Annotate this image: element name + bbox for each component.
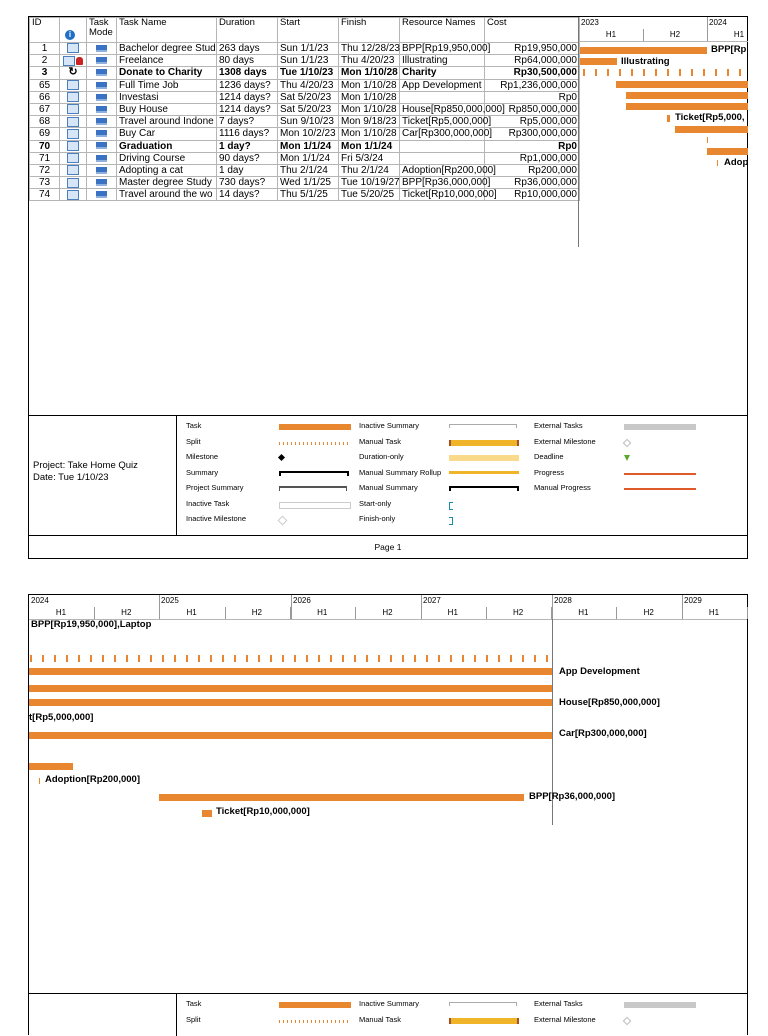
calendar-icon xyxy=(67,92,79,102)
row-finish[interactable]: Thu 2/1/24 xyxy=(339,164,400,176)
half-label: H2 xyxy=(382,608,393,617)
row-finish[interactable]: Mon 1/1/24 xyxy=(339,140,400,152)
row-indicator[interactable] xyxy=(60,177,87,189)
col-task-mode[interactable]: Task Mode xyxy=(87,18,117,43)
gantt-bar-task-66[interactable] xyxy=(29,685,552,692)
row-start[interactable]: Sat 5/20/23 xyxy=(278,91,339,103)
legend-label: Summary xyxy=(186,467,219,477)
table-row[interactable] xyxy=(30,55,580,67)
year-label: 2026 xyxy=(293,596,311,605)
gantt-bar-task-71[interactable] xyxy=(707,148,748,155)
half-label: H1 xyxy=(317,608,328,617)
row-duration[interactable]: 14 days? xyxy=(217,189,278,201)
row-start[interactable]: Thu 5/1/25 xyxy=(278,189,339,201)
legend-label: External Tasks xyxy=(534,999,583,1008)
legend-label: Manual Summary Rollup xyxy=(359,467,442,477)
row-finish[interactable]: Thu 12/28/23 xyxy=(339,43,400,55)
row-start[interactable]: Mon 1/1/24 xyxy=(278,152,339,164)
legend-swatch xyxy=(624,424,696,430)
year-label: 2028 xyxy=(554,596,572,605)
row-finish[interactable]: Mon 1/10/28 xyxy=(339,79,400,91)
half-label: H1 xyxy=(186,608,197,617)
row-resources[interactable]: House[Rp850,000,000] xyxy=(400,103,485,115)
bar-label: House[Rp850,000,000] xyxy=(559,697,660,708)
row-task-mode[interactable] xyxy=(87,43,117,55)
table-row[interactable] xyxy=(30,177,580,189)
legend-page1 xyxy=(29,415,747,536)
row-resources[interactable] xyxy=(400,91,485,103)
row-indicator[interactable] xyxy=(60,67,87,79)
calendar-icon xyxy=(67,178,79,188)
calendar-icon xyxy=(67,165,79,175)
legend-swatch xyxy=(449,471,519,474)
auto-scheduled-icon xyxy=(96,155,107,162)
legend-label: Project Summary xyxy=(186,483,244,492)
row-duration[interactable]: 1 day xyxy=(217,164,278,176)
legend-label: Finish-only xyxy=(359,514,396,523)
table-row[interactable] xyxy=(30,79,580,91)
row-id[interactable]: 68 xyxy=(30,116,60,128)
half-label: H2 xyxy=(512,608,524,617)
legend-label: Inactive Milestone xyxy=(186,514,247,523)
legend-swatch xyxy=(449,440,519,446)
year-label: 2023 xyxy=(581,18,599,27)
row-indicator[interactable] xyxy=(60,128,87,140)
gantt-bar-task-67[interactable] xyxy=(626,103,748,110)
row-start[interactable]: Sun 1/1/23 xyxy=(278,43,339,55)
gantt-bar-task-73[interactable] xyxy=(159,794,524,801)
row-task-mode[interactable] xyxy=(87,189,117,201)
legend-label: External Milestone xyxy=(534,436,596,446)
legend-label: External Tasks xyxy=(534,421,583,430)
legend-swatch xyxy=(624,1002,696,1008)
legend-swatch xyxy=(279,1002,351,1008)
row-resources[interactable]: Illustrating xyxy=(400,55,485,67)
col-finish[interactable]: Finish xyxy=(339,18,400,43)
row-task-name[interactable]: Buy House xyxy=(117,103,217,115)
calendar-icon xyxy=(67,153,79,163)
row-indicator[interactable] xyxy=(60,43,87,55)
calendar-icon xyxy=(67,190,79,200)
auto-scheduled-icon xyxy=(96,179,107,186)
legend-swatch xyxy=(449,455,519,461)
legend-swatch xyxy=(623,438,631,446)
legend-label: Manual Summary xyxy=(359,483,418,492)
gantt-bar-task-72[interactable] xyxy=(39,778,40,784)
row-cost[interactable]: Rp5,000,000 xyxy=(485,116,580,128)
row-indicator[interactable] xyxy=(60,140,87,152)
legend-label: Inactive Summary xyxy=(359,421,420,430)
row-task-mode[interactable] xyxy=(87,79,117,91)
task-table xyxy=(29,17,580,201)
row-id[interactable]: 69 xyxy=(30,128,60,140)
bar-label: BPP[Rp19,950,000],Laptop xyxy=(31,619,152,630)
timescale-header xyxy=(579,17,748,42)
row-task-name[interactable]: Investasi xyxy=(117,91,217,103)
row-id[interactable]: 70 xyxy=(30,140,60,152)
row-resources[interactable]: Charity xyxy=(400,67,485,79)
auto-scheduled-icon xyxy=(96,57,107,64)
auto-scheduled-icon xyxy=(96,45,107,52)
legend-label: Inactive Summary xyxy=(359,999,420,1008)
row-start[interactable]: Wed 1/1/25 xyxy=(278,177,339,189)
row-cost[interactable]: Rp1,236,000,000 xyxy=(485,79,580,91)
calendar-icon xyxy=(67,43,79,53)
year-label: 2027 xyxy=(423,596,441,605)
row-resources[interactable]: Car[Rp300,000,000] xyxy=(400,128,485,140)
gantt-bar-task-68[interactable] xyxy=(667,115,670,122)
col-resource-names[interactable]: Resource Names xyxy=(400,18,485,43)
gantt-bar-task-69[interactable] xyxy=(675,126,748,133)
half-label: H1 xyxy=(447,608,458,617)
year-label: 2025 xyxy=(161,596,179,605)
legend-swatch xyxy=(279,502,351,509)
table-row[interactable] xyxy=(30,116,580,128)
year-label: 2024 xyxy=(31,596,49,605)
half-label: H1 xyxy=(55,608,67,617)
row-start[interactable]: Tue 1/10/23 xyxy=(278,67,339,79)
half-label: H2 xyxy=(669,30,681,39)
row-task-name[interactable]: Buy Car xyxy=(117,128,217,140)
table-row[interactable] xyxy=(30,91,580,103)
row-resources[interactable]: Ticket[Rp10,000,000] xyxy=(400,189,485,201)
row-indicator[interactable] xyxy=(60,79,87,91)
table-row[interactable] xyxy=(30,43,580,55)
row-resources[interactable]: BPP[Rp36,000,000] xyxy=(400,177,485,189)
row-task-mode[interactable] xyxy=(87,91,117,103)
legend-page2 xyxy=(29,993,747,1036)
legend-label: Manual Task xyxy=(359,436,401,446)
row-duration[interactable]: 1214 days? xyxy=(217,91,278,103)
row-task-mode[interactable] xyxy=(87,67,117,79)
row-task-name[interactable]: Master degree Study xyxy=(117,177,217,189)
row-id[interactable]: 73 xyxy=(30,177,60,189)
half-label: H1 xyxy=(605,30,617,39)
row-task-mode[interactable] xyxy=(87,128,117,140)
auto-scheduled-icon xyxy=(96,106,107,113)
legend-divider xyxy=(176,994,177,1036)
row-id[interactable]: 72 xyxy=(30,164,60,176)
legend-swatch xyxy=(279,442,351,445)
row-task-mode[interactable] xyxy=(87,164,117,176)
col-task-name[interactable]: Task Name xyxy=(117,18,217,43)
row-id[interactable]: 74 xyxy=(30,189,60,201)
row-duration[interactable]: 80 days xyxy=(217,55,278,67)
year-label: 2024 xyxy=(709,18,727,27)
calendar-icon xyxy=(67,129,79,139)
bar-label: App Development xyxy=(559,666,640,677)
row-cost[interactable]: Rp30,500,000 xyxy=(485,67,580,79)
project-date: Date: Tue 1/10/23 xyxy=(33,472,109,483)
row-task-name[interactable]: Donate to Charity xyxy=(117,67,217,79)
row-task-name[interactable]: Travel around the wo xyxy=(117,189,217,201)
auto-scheduled-icon xyxy=(96,118,107,125)
row-finish[interactable]: Thu 4/20/23 xyxy=(339,55,400,67)
legend-swatch xyxy=(449,486,519,491)
legend-label: Manual Task xyxy=(359,1014,401,1024)
row-id[interactable]: 67 xyxy=(30,103,60,115)
row-finish[interactable]: Tue 10/19/27 xyxy=(339,177,400,189)
row-task-name[interactable]: Freelance xyxy=(117,55,217,67)
legend-swatch xyxy=(449,424,517,428)
recurring-task-icon: ↻ xyxy=(68,66,78,79)
legend-swatch xyxy=(449,517,453,525)
row-cost[interactable]: Rp200,000 xyxy=(485,164,580,176)
page-footer xyxy=(29,535,747,558)
resource-overallocated-icon xyxy=(76,57,83,65)
row-resources[interactable]: BPP[Rp19,950,000] xyxy=(400,43,485,55)
row-task-name[interactable]: Driving Course xyxy=(117,152,217,164)
legend-swatch xyxy=(279,471,349,476)
calendar-icon xyxy=(63,56,75,66)
row-resources[interactable]: App Development xyxy=(400,79,485,91)
row-finish[interactable]: Mon 9/18/23 xyxy=(339,116,400,128)
gantt-chart-page2 xyxy=(29,595,747,825)
gantt-bar-task-69[interactable] xyxy=(29,732,552,739)
gantt-bar-task-3[interactable] xyxy=(583,69,748,76)
row-indicator[interactable] xyxy=(60,91,87,103)
half-label: H1 xyxy=(708,608,720,617)
row-finish[interactable]: Mon 1/10/28 xyxy=(339,67,400,79)
bar-label: Adop xyxy=(724,157,749,168)
legend-label: Milestone xyxy=(186,452,219,461)
table-row[interactable] xyxy=(30,189,580,201)
legend-label: Deadline xyxy=(534,452,564,461)
gantt-bar-task-65[interactable] xyxy=(616,81,748,88)
row-resources[interactable]: Ticket[Rp5,000,000] xyxy=(400,116,485,128)
row-start[interactable]: Sun 9/10/23 xyxy=(278,116,339,128)
gantt-bar-task-74[interactable] xyxy=(202,810,212,817)
row-start[interactable]: Sun 1/1/23 xyxy=(278,55,339,67)
gantt-bar-task-66[interactable] xyxy=(626,92,748,99)
col-start[interactable]: Start xyxy=(278,18,339,43)
info-icon: i xyxy=(65,30,75,40)
auto-scheduled-icon xyxy=(96,191,107,198)
row-cost[interactable]: Rp0 xyxy=(485,140,580,152)
row-cost[interactable]: Rp300,000,000 xyxy=(485,128,580,140)
col-id[interactable]: ID xyxy=(30,18,60,43)
row-indicator[interactable] xyxy=(60,55,87,67)
bar-label: Illustrating xyxy=(621,56,670,67)
gantt-bar-task-71[interactable] xyxy=(29,763,73,770)
legend-label: Inactive Task xyxy=(186,498,230,508)
table-row[interactable] xyxy=(30,128,580,140)
legend-label: Split xyxy=(186,1014,201,1024)
legend-swatch xyxy=(278,454,285,461)
half-label: H1 xyxy=(578,608,589,617)
auto-scheduled-icon xyxy=(96,142,107,149)
auto-scheduled-icon xyxy=(96,69,107,76)
legend-label: Progress xyxy=(534,467,565,477)
row-id[interactable]: 3 xyxy=(30,67,60,79)
legend-label: Task xyxy=(186,421,202,430)
page-number: Page 1 xyxy=(374,542,402,552)
project-name: Project: Take Home Quiz xyxy=(33,460,138,471)
bar-label: Car[Rp300,000,000] xyxy=(559,728,647,739)
row-finish[interactable]: Fri 5/3/24 xyxy=(339,152,400,164)
gantt-chart-page1 xyxy=(578,17,748,247)
bar-label: Ticket[Rp10,000,000] xyxy=(216,806,310,817)
legend-swatch xyxy=(449,502,453,510)
calendar-icon xyxy=(67,80,79,90)
row-indicator[interactable] xyxy=(60,164,87,176)
row-duration[interactable]: 1 day? xyxy=(217,140,278,152)
legend-label: Manual Progress xyxy=(534,483,591,492)
row-task-name[interactable]: Travel around Indone xyxy=(117,116,217,128)
row-id[interactable]: 71 xyxy=(30,152,60,164)
row-task-mode[interactable] xyxy=(87,103,117,115)
print-preview-page-1 xyxy=(28,16,748,559)
bar-label: BPP[Rp xyxy=(711,44,747,55)
row-finish[interactable]: Mon 1/10/28 xyxy=(339,103,400,115)
row-finish[interactable]: Mon 1/10/28 xyxy=(339,91,400,103)
gantt-bar-task-3[interactable] xyxy=(30,655,550,662)
legend-label: Start-only xyxy=(359,498,392,508)
half-label: H1 xyxy=(733,30,745,39)
row-task-mode[interactable] xyxy=(87,140,117,152)
col-info[interactable] xyxy=(60,18,87,43)
row-indicator[interactable] xyxy=(60,189,87,201)
legend-divider xyxy=(176,416,177,536)
row-start[interactable]: Mon 1/1/24 xyxy=(278,140,339,152)
row-task-name[interactable]: Graduation xyxy=(117,140,217,152)
row-duration[interactable]: 263 days xyxy=(217,43,278,55)
legend-swatch xyxy=(624,455,630,461)
row-finish[interactable]: Tue 5/20/25 xyxy=(339,189,400,201)
gantt-bar-task-67[interactable] xyxy=(29,699,552,706)
row-id[interactable]: 2 xyxy=(30,55,60,67)
legend-label: Duration-only xyxy=(359,452,404,461)
gantt-bar-task-72[interactable] xyxy=(717,160,718,166)
bar-label: t[Rp5,000,000] xyxy=(29,712,94,723)
gantt-bar-task-2[interactable] xyxy=(580,58,617,65)
table-row[interactable] xyxy=(30,140,580,152)
row-duration[interactable]: 1308 days xyxy=(217,67,278,79)
legend-swatch xyxy=(624,473,696,475)
row-resources[interactable] xyxy=(400,152,485,164)
legend-swatch xyxy=(624,488,696,490)
print-preview-page-2 xyxy=(28,594,748,1035)
year-label: 2029 xyxy=(684,596,702,605)
legend-swatch xyxy=(449,1002,517,1006)
row-duration[interactable]: 7 days? xyxy=(217,116,278,128)
row-indicator[interactable] xyxy=(60,116,87,128)
legend-swatch xyxy=(279,424,351,430)
auto-scheduled-icon xyxy=(96,94,107,101)
legend-label: External Milestone xyxy=(534,1014,596,1024)
row-task-mode[interactable] xyxy=(87,55,117,67)
auto-scheduled-icon xyxy=(96,130,107,137)
gantt-bar-task-70[interactable] xyxy=(707,137,708,143)
table-row[interactable] xyxy=(30,103,580,115)
legend-swatch xyxy=(279,1020,351,1023)
col-duration[interactable]: Duration xyxy=(217,18,278,43)
row-cost[interactable]: Rp64,000,000 xyxy=(485,55,580,67)
legend-swatch xyxy=(623,1016,631,1024)
row-task-name[interactable]: Bachelor degree Stud xyxy=(117,43,217,55)
row-start[interactable]: Thu 2/1/24 xyxy=(278,164,339,176)
timescale-header xyxy=(29,595,747,620)
calendar-icon xyxy=(67,141,79,151)
bar-label: BPP[Rp36,000,000] xyxy=(529,791,616,802)
row-finish[interactable]: Mon 1/10/28 xyxy=(339,128,400,140)
row-duration[interactable]: 1236 days? xyxy=(217,79,278,91)
legend-label: Split xyxy=(186,436,201,446)
half-label: H2 xyxy=(643,608,654,617)
row-task-mode[interactable] xyxy=(87,116,117,128)
legend-label: Task xyxy=(186,999,202,1008)
row-task-mode[interactable] xyxy=(87,152,117,164)
row-resources[interactable] xyxy=(400,140,485,152)
col-cost[interactable]: Cost xyxy=(485,18,580,43)
row-start[interactable]: Thu 4/20/23 xyxy=(278,79,339,91)
row-duration[interactable]: 730 days? xyxy=(217,177,278,189)
row-duration[interactable]: 90 days? xyxy=(217,152,278,164)
row-task-name[interactable]: Full Time Job xyxy=(117,79,217,91)
row-cost[interactable]: Rp1,000,000 xyxy=(485,152,580,164)
row-id[interactable]: 1 xyxy=(30,43,60,55)
row-cost[interactable]: Rp19,950,000 xyxy=(485,43,580,55)
row-duration[interactable]: 1116 days? xyxy=(217,128,278,140)
row-cost[interactable]: Rp36,000,000 xyxy=(485,177,580,189)
row-task-name[interactable]: Adopting a cat xyxy=(117,164,217,176)
calendar-icon xyxy=(67,117,79,127)
row-cost[interactable]: Rp10,000,000 xyxy=(485,189,580,201)
row-task-mode[interactable] xyxy=(87,177,117,189)
gantt-bar-task-1[interactable] xyxy=(580,47,707,54)
gantt-bar-task-65[interactable] xyxy=(29,668,552,675)
row-indicator[interactable] xyxy=(60,152,87,164)
bar-label: Adoption[Rp200,000] xyxy=(45,774,141,785)
row-id[interactable]: 65 xyxy=(30,79,60,91)
legend-swatch xyxy=(278,516,288,526)
auto-scheduled-icon xyxy=(96,82,107,89)
row-start[interactable]: Sat 5/20/23 xyxy=(278,103,339,115)
row-id[interactable]: 66 xyxy=(30,91,60,103)
table-row[interactable] xyxy=(30,67,580,79)
table-row[interactable] xyxy=(30,164,580,176)
row-indicator[interactable] xyxy=(60,103,87,115)
auto-scheduled-icon xyxy=(96,167,107,174)
legend-swatch xyxy=(279,486,347,491)
row-cost[interactable]: Rp850,000,000 xyxy=(485,103,580,115)
table-header xyxy=(30,18,580,43)
row-resources[interactable]: Adoption[Rp200,000] xyxy=(400,164,485,176)
row-cost[interactable]: Rp0 xyxy=(485,91,580,103)
bar-label: Ticket[Rp5,000, xyxy=(675,112,745,123)
table-row[interactable] xyxy=(30,152,580,164)
row-duration[interactable]: 1214 days? xyxy=(217,103,278,115)
legend-swatch xyxy=(449,1018,519,1024)
row-start[interactable]: Mon 10/2/23 xyxy=(278,128,339,140)
half-label: H2 xyxy=(251,608,262,617)
calendar-icon xyxy=(67,104,79,114)
half-label: H2 xyxy=(121,608,132,617)
